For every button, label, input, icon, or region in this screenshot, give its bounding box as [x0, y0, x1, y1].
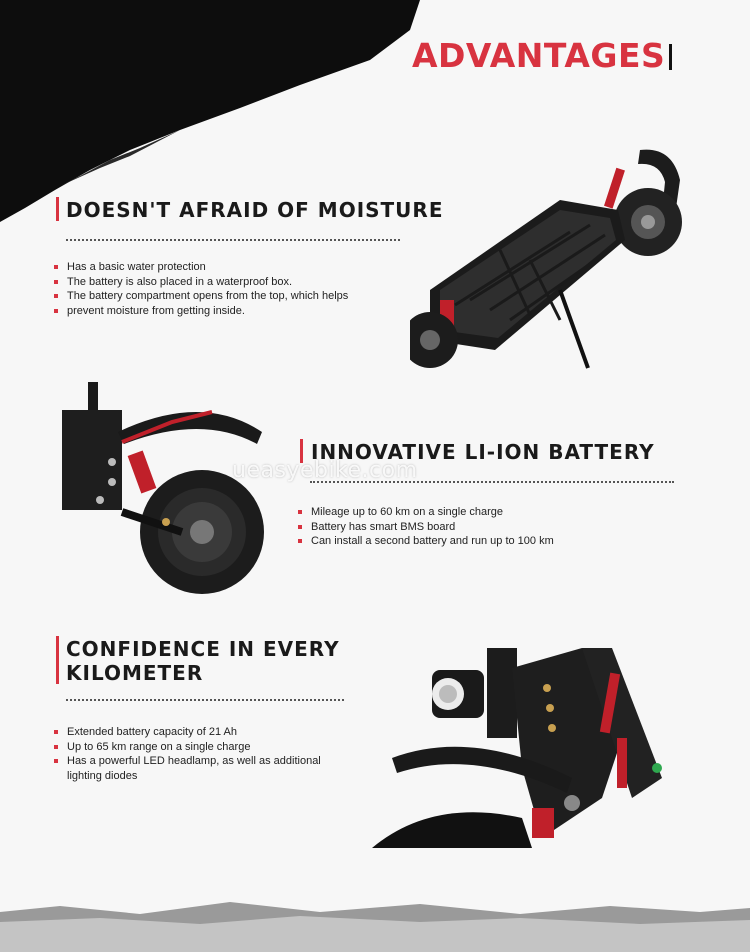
- section-3-heading-line-2: KILOMETER: [66, 661, 204, 685]
- list-item: Extended battery capacity of 21 Ah: [52, 725, 357, 740]
- list-item: Mileage up to 60 km on a single charge: [296, 505, 656, 520]
- section-3-list: [52, 725, 357, 783]
- headlamp-image: [372, 648, 672, 848]
- section-3-heading: [66, 637, 340, 685]
- rear-wheel-image: [62, 382, 282, 602]
- list-item: Battery has smart BMS board: [296, 520, 656, 535]
- section-2-list: [296, 505, 656, 549]
- section-1-heading: [66, 198, 443, 222]
- section-3-heading-line-1: CONFIDENCE IN EVERY: [66, 637, 340, 661]
- section-1-heading-line: DOESN'T AFRAID OF MOISTURE: [66, 198, 444, 222]
- scooter-deck-image: [410, 140, 690, 370]
- list-item: Up to 65 km range on a single charge: [52, 740, 357, 755]
- section-1-accent: [56, 197, 59, 221]
- page-title: ADVANTAGES: [412, 36, 666, 75]
- title-divider: [669, 44, 672, 70]
- list-item: Has a basic water protection: [52, 260, 412, 275]
- watermark: ueasyebike.com: [232, 458, 418, 483]
- brush-stroke-top-left: [0, 0, 420, 230]
- section-2-heading-line: INNOVATIVE LI-ION BATTERY: [311, 440, 655, 464]
- list-item: The battery is also placed in a waterproof box.: [52, 275, 412, 290]
- section-3-accent: [56, 636, 59, 684]
- list-item: prevent moisture from getting inside.: [52, 304, 412, 319]
- list-item: Can install a second battery and run up to 100 km: [296, 534, 656, 549]
- section-1-list: [52, 260, 412, 318]
- section-1-divider: [66, 239, 400, 241]
- list-item: Has a powerful LED headlamp, as well as additional lighting diodes: [52, 754, 357, 783]
- list-item: The battery compartment opens from the top, which helps: [52, 289, 412, 304]
- section-3-divider: [66, 699, 344, 701]
- brush-stroke-bottom: [0, 892, 750, 952]
